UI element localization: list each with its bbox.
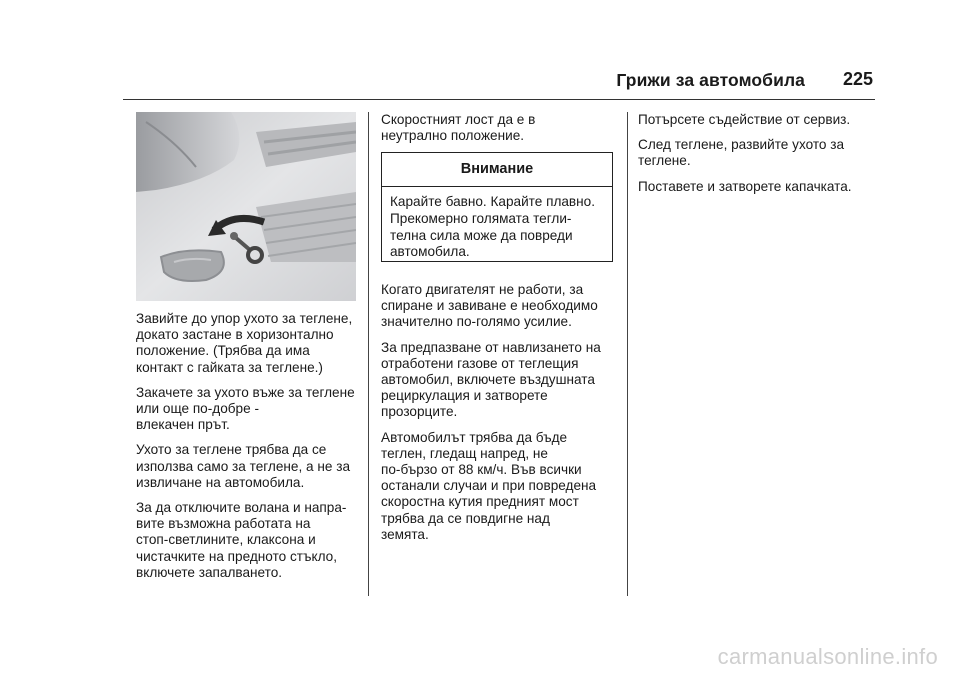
page-number: 225 xyxy=(842,69,873,89)
paragraph: Закачете за ухото въже за теглене или още по-добре - влекачен прът. xyxy=(136,384,355,433)
column-divider xyxy=(627,112,628,596)
warning-text: Карайте бавно. Карайте плавно. Прекомерно голямата тегли- телна сила може да повреди автомобила. xyxy=(390,194,596,260)
towing-eye-photo xyxy=(136,112,356,301)
middle-column xyxy=(381,282,621,552)
paragraph: Автомобилът трябва да бъде теглен, гледащ напред, не по-бързо от 88 км/ч. Във всички останали случаи и при повредена скоростна кутия предният мост трябва да се повдигне над земята. xyxy=(381,429,597,542)
paragraph: Скоростният лост да е в неутрално положение. xyxy=(381,112,536,144)
warning-box xyxy=(381,152,613,262)
watermark: carmanualsonline.info xyxy=(717,644,938,669)
column-divider xyxy=(368,112,369,596)
right-column xyxy=(638,112,878,204)
warning-title: Внимание xyxy=(382,153,612,187)
paragraph: След теглене, развийте ухото за теглене. xyxy=(638,137,845,169)
header-rule xyxy=(123,99,875,100)
paragraph: За предпазване от навлизането на отработени газове от теглещия автомобил, включете въздушната рециркулация и затворете прозорците. xyxy=(381,339,601,420)
page-header xyxy=(123,62,875,100)
middle-column-intro xyxy=(381,112,616,153)
section-title: Грижи за автомобила xyxy=(616,70,805,90)
paragraph: Ухото за теглене трябва да се използва само за теглене, а не за извличане на автомобила. xyxy=(136,442,351,490)
paragraph: Завийте до упор ухото за теглене, докато застане в хоризонтално положение. (Трябва да има контакт с гайката за теглене.) xyxy=(136,311,353,375)
paragraph: Когато двигателят не работи, за спиране и завиване е необходимо значително по-голямо усилие. xyxy=(381,282,598,330)
towing-eye-illustration xyxy=(136,112,356,301)
paragraph: За да отключите волана и напра- вите възможна работата на стоп-светлините, клаксона и чистачките на предното стъкло, включете запалването. xyxy=(136,500,347,580)
left-column xyxy=(136,311,361,590)
paragraph: Поставете и затворете капачката. xyxy=(638,178,852,194)
paragraph: Потърсете съдействие от сервиз. xyxy=(638,112,851,127)
